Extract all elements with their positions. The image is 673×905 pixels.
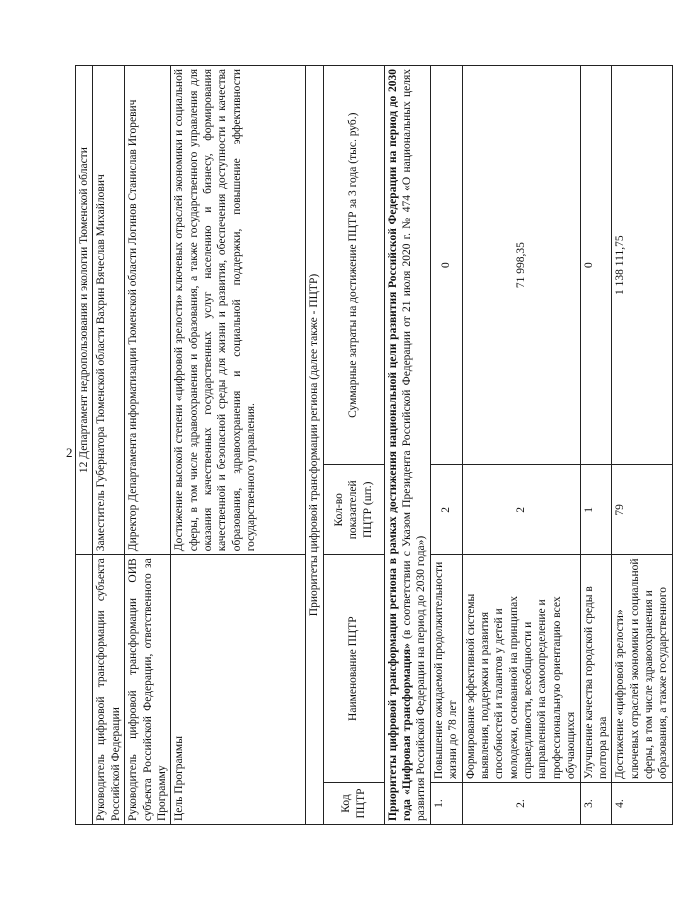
row-cost: 0: [580, 66, 612, 465]
info-value: Достижение высокой степени «цифровой зрелости» ключевых отраслей экономики и социальной сферы, в том числе здравоохранения и образования, а также государственного управления для оказания качественных государственных услуг населению и бизнесу, формирования качественной и безопасной среды для жизни и развития, обеспечения доступности и качества образования, здравоохранения и социальной поддержки, повышение эффективности государственного управления.: [171, 66, 306, 555]
info-label: Руководитель цифровой трансформации ОИВ субъекта Российской Федерации, ответственного за Программу: [125, 555, 171, 825]
row-code: 1.: [430, 783, 462, 825]
national-goals-bold: Приоритеты цифровой трансформации региона в рамках достижения национальной цели развития Российской Федерации на период до 2030 года «Цифровая трансформация»: [386, 69, 413, 821]
header-name: Наименование ПЦТР: [323, 555, 384, 783]
info-row: [76, 66, 93, 825]
national-goals-text: [384, 66, 430, 825]
info-label: [76, 555, 93, 825]
row-cost: 1 138 111,75: [612, 66, 673, 465]
row-name: Достижение «цифровой зрелости» ключевых отраслей экономики и социальной сферы, в том числе здравоохранения и образования, а также государственного: [612, 555, 673, 783]
info-label: Руководитель цифровой трансформации субъекта Российской Федерации: [93, 555, 125, 825]
rotated-page: [75, 65, 670, 825]
info-value: Заместитель Губернатора Тюменской области Вахрин Вячеслав Михайлович: [93, 66, 125, 555]
row-count: 79: [612, 465, 673, 555]
info-row: [93, 66, 125, 825]
table-row: [612, 66, 673, 825]
table-row: [462, 66, 580, 825]
page-number: 2: [66, 445, 73, 460]
info-row: [171, 66, 306, 825]
row-name: Формирование эффективной системы выявления, поддержки и развития способностей и талантов у детей и молодежи, основанной на принципах справедливости, всеобщности и направленной на самоопределение и профессиональную ориентацию всех обучающихся: [462, 555, 580, 783]
row-count: 2: [462, 465, 580, 555]
table-row: [430, 66, 462, 825]
info-row: [125, 66, 171, 825]
row-code: 3.: [580, 783, 612, 825]
program-table: [75, 65, 673, 825]
national-goals-normal: (в соответствии с Указом Президента Российской Федерации от 21 июля 2020 г. № 474 «О национальных целях развития Российской Федерации на период до 2030 года»): [401, 69, 428, 821]
row-cost: 0: [430, 66, 462, 465]
section-title: Приоритеты цифровой трансформации региона (далее также - ПЦТР): [306, 66, 323, 825]
table-row: [580, 66, 612, 825]
header-row: [323, 66, 384, 825]
info-value: Директор Департамента информатизации Тюменской области Логинов Станислав Игоревич: [125, 66, 171, 555]
info-label: Цель Программы: [171, 555, 306, 825]
row-code: 4.: [612, 783, 673, 825]
header-code: Код ПЦТР: [323, 783, 384, 825]
row-name: Повышение ожидаемой продолжительности жизни до 78 лет: [430, 555, 462, 783]
row-name: Улучшение качества городской среды в полтора раза: [580, 555, 612, 783]
section-title-row: [306, 66, 323, 825]
national-goals-row: [384, 66, 430, 825]
info-value: 12 Департамент недропользования и экологии Тюменской области: [76, 66, 93, 555]
row-count: 1: [580, 465, 612, 555]
header-count: Кол-во показателей ПЦТР (шт.): [323, 465, 384, 555]
row-count: 2: [430, 465, 462, 555]
header-cost: Суммарные затраты на достижение ПЦТР за 3 года (тыс. руб.): [323, 66, 384, 465]
row-code: 2.: [462, 783, 580, 825]
row-cost: 71 998,35: [462, 66, 580, 465]
